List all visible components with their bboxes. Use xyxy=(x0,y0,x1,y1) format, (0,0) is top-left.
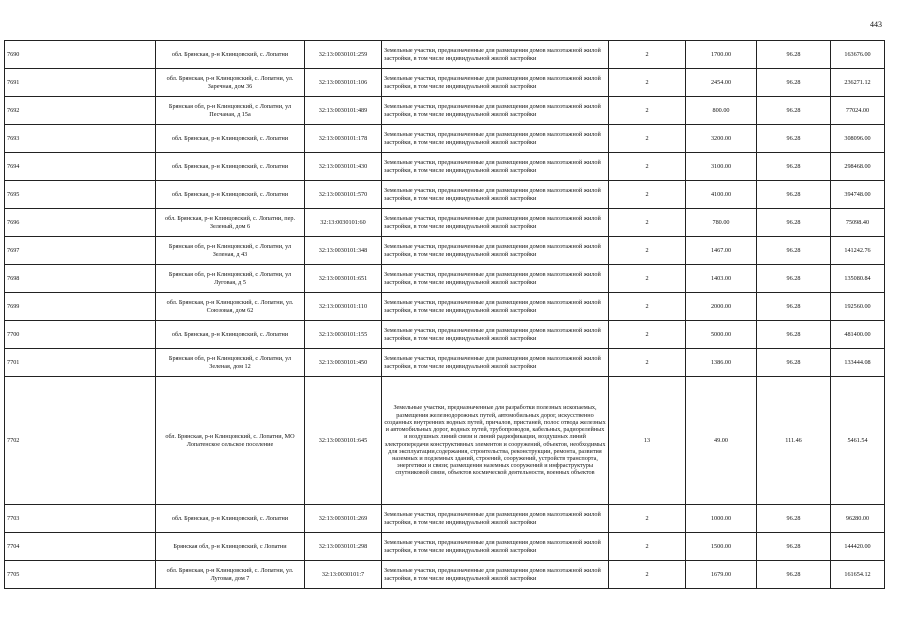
specific-value-cell: 96.28 xyxy=(757,533,831,561)
address-cell: обл. Брянская, р-н Клинцовский, с. Лопатни xyxy=(156,125,305,153)
address-cell: Брянская обл, р-н Клинцовский, с Лопатни, ул Песчаная, д 15а xyxy=(156,97,305,125)
group-cell: 2 xyxy=(609,293,686,321)
table-row xyxy=(5,377,885,505)
row-number-cell: 7691 xyxy=(5,69,156,97)
specific-value-cell: 96.28 xyxy=(757,349,831,377)
row-number-cell: 7692 xyxy=(5,97,156,125)
land-use-cell: Земельные участки, предназначенные для размещения домов малоэтажной жилой застройки, в том числе индивидуальной жилой застройки xyxy=(382,505,609,533)
specific-value-cell: 96.28 xyxy=(757,561,831,589)
cadastral-number-cell: 32:13:0030101:7 xyxy=(305,561,382,589)
area-cell: 1467.00 xyxy=(686,237,757,265)
address-cell: Брянская обл, р-н Клинцовский, с Лопатни xyxy=(156,533,305,561)
cadastral-value-cell: 161654.12 xyxy=(831,561,885,589)
area-cell: 3100.00 xyxy=(686,153,757,181)
land-use-cell: Земельные участки, предназначенные для размещения домов малоэтажной жилой застройки, в том числе индивидуальной жилой застройки xyxy=(382,561,609,589)
specific-value-cell: 96.28 xyxy=(757,97,831,125)
cadastral-number-cell: 32:13:0030101:450 xyxy=(305,349,382,377)
row-number-cell: 7702 xyxy=(5,377,156,505)
cadastral-value-cell: 192560.00 xyxy=(831,293,885,321)
table-body xyxy=(5,41,885,589)
row-number-cell: 7694 xyxy=(5,153,156,181)
row-number-cell: 7698 xyxy=(5,265,156,293)
land-use-cell: Земельные участки, предназначенные для размещения домов малоэтажной жилой застройки, в том числе индивидуальной жилой застройки xyxy=(382,349,609,377)
group-cell: 2 xyxy=(609,237,686,265)
address-cell: обл. Брянская, р-н Клинцовский, с. Лопатни, ул. Луговая, дом 7 xyxy=(156,561,305,589)
address-cell: обл. Брянская, р-н Клинцовский, с. Лопатни, МО Лопатенское сельское поселение xyxy=(156,377,305,505)
area-cell: 1700.00 xyxy=(686,41,757,69)
table-row xyxy=(5,69,885,97)
cadastral-number-cell: 32:13:0030101:259 xyxy=(305,41,382,69)
row-number-cell: 7690 xyxy=(5,41,156,69)
cadastral-number-cell: 32:13:0030101:645 xyxy=(305,377,382,505)
table-row xyxy=(5,561,885,589)
row-number-cell: 7701 xyxy=(5,349,156,377)
address-cell: обл. Брянская, р-н Клинцовский, с. Лопатни, ул. Союзовая, дом 62 xyxy=(156,293,305,321)
group-cell: 2 xyxy=(609,69,686,97)
cadastral-number-cell: 32:13:0030101:60 xyxy=(305,209,382,237)
area-cell: 1500.00 xyxy=(686,533,757,561)
row-number-cell: 7695 xyxy=(5,181,156,209)
land-use-cell: Земельные участки, предназначенные для размещения домов малоэтажной жилой застройки, в том числе индивидуальной жилой застройки xyxy=(382,209,609,237)
table-row xyxy=(5,153,885,181)
table-row xyxy=(5,209,885,237)
specific-value-cell: 96.28 xyxy=(757,265,831,293)
table-row xyxy=(5,97,885,125)
address-cell: обл. Брянская, р-н Клинцовский, с. Лопатни xyxy=(156,505,305,533)
land-use-cell: Земельные участки, предназначенные для размещения домов малоэтажной жилой застройки, в том числе индивидуальной жилой застройки xyxy=(382,265,609,293)
address-cell: обл. Брянская, р-н Клинцовский, с. Лопатни xyxy=(156,321,305,349)
cadastral-value-cell: 308096.00 xyxy=(831,125,885,153)
row-number-cell: 7703 xyxy=(5,505,156,533)
specific-value-cell: 96.28 xyxy=(757,505,831,533)
area-cell: 1386.00 xyxy=(686,349,757,377)
cadastral-value-cell: 236271.12 xyxy=(831,69,885,97)
cadastral-value-cell: 163676.00 xyxy=(831,41,885,69)
group-cell: 2 xyxy=(609,125,686,153)
row-number-cell: 7696 xyxy=(5,209,156,237)
cadastral-number-cell: 32:13:0030101:110 xyxy=(305,293,382,321)
cadastral-number-cell: 32:13:0030101:430 xyxy=(305,153,382,181)
land-use-cell: Земельные участки, предназначенные для разработки полезных ископаемых, размещения железнодорожных путей, автомобильных дорог, искусственно созданных внутренних водных путей, причалов, пристаней, полос отвода железных и автомобильных дорог, водных путей, трубопроводов, кабельных, радиорелейных и воздушных линий связи и линий радиофикации, воздушных линий электропередачи конструктивных элементов и сооружений, объектов, необходимых для эксплуатации,содержания, строительства, реконструкции, ремонта, развития наземных и подземных зданий, строений, сооружений, устройств транспорта, энергетики и связи; размещения наземных сооружений и инфраструктуры спутниковой связи, объектов космической деятельности, военных объектов xyxy=(382,377,609,505)
land-use-cell: Земельные участки, предназначенные для размещения домов малоэтажной жилой застройки, в том числе индивидуальной жилой застройки xyxy=(382,125,609,153)
group-cell: 2 xyxy=(609,321,686,349)
group-cell: 2 xyxy=(609,41,686,69)
land-use-cell: Земельные участки, предназначенные для размещения домов малоэтажной жилой застройки, в том числе индивидуальной жилой застройки xyxy=(382,533,609,561)
group-cell: 2 xyxy=(609,561,686,589)
table-row xyxy=(5,293,885,321)
area-cell: 1000.00 xyxy=(686,505,757,533)
cadastral-value-table xyxy=(4,40,885,589)
table-row xyxy=(5,321,885,349)
address-cell: Брянская обл, р-н Клинцовский, с Лопатни, ул Зеленая, д 43 xyxy=(156,237,305,265)
table-row xyxy=(5,181,885,209)
area-cell: 3200.00 xyxy=(686,125,757,153)
group-cell: 2 xyxy=(609,349,686,377)
specific-value-cell: 96.28 xyxy=(757,153,831,181)
area-cell: 49.00 xyxy=(686,377,757,505)
table-row xyxy=(5,125,885,153)
specific-value-cell: 96.28 xyxy=(757,209,831,237)
address-cell: обл. Брянская, р-н Клинцовский, с. Лопатни xyxy=(156,41,305,69)
address-cell: обл. Брянская, р-н Клинцовский, с. Лопатни xyxy=(156,181,305,209)
specific-value-cell: 96.28 xyxy=(757,321,831,349)
specific-value-cell: 96.28 xyxy=(757,237,831,265)
specific-value-cell: 96.28 xyxy=(757,125,831,153)
group-cell: 2 xyxy=(609,97,686,125)
group-cell: 2 xyxy=(609,181,686,209)
group-cell: 2 xyxy=(609,153,686,181)
cadastral-value-cell: 77024.00 xyxy=(831,97,885,125)
area-cell: 5000.00 xyxy=(686,321,757,349)
row-number-cell: 7697 xyxy=(5,237,156,265)
address-cell: обл. Брянская, р-н Клинцовский, с. Лопатни xyxy=(156,153,305,181)
cadastral-value-cell: 394748.00 xyxy=(831,181,885,209)
row-number-cell: 7699 xyxy=(5,293,156,321)
group-cell: 13 xyxy=(609,377,686,505)
land-use-cell: Земельные участки, предназначенные для размещения домов малоэтажной жилой застройки, в том числе индивидуальной жилой застройки xyxy=(382,41,609,69)
address-cell: обл. Брянская, р-н Клинцовский, с. Лопатни, ул. Заречная, дом 36 xyxy=(156,69,305,97)
cadastral-number-cell: 32:13:0030101:489 xyxy=(305,97,382,125)
land-use-cell: Земельные участки, предназначенные для размещения домов малоэтажной жилой застройки, в том числе индивидуальной жилой застройки xyxy=(382,237,609,265)
row-number-cell: 7700 xyxy=(5,321,156,349)
area-cell: 4100.00 xyxy=(686,181,757,209)
cadastral-number-cell: 32:13:0030101:106 xyxy=(305,69,382,97)
land-use-cell: Земельные участки, предназначенные для размещения домов малоэтажной жилой застройки, в том числе индивидуальной жилой застройки xyxy=(382,69,609,97)
specific-value-cell: 96.28 xyxy=(757,293,831,321)
cadastral-number-cell: 32:13:0030101:298 xyxy=(305,533,382,561)
land-use-cell: Земельные участки, предназначенные для размещения домов малоэтажной жилой застройки, в том числе индивидуальной жилой застройки xyxy=(382,97,609,125)
address-cell: Брянская обл, р-н Клинцовский, с Лопатни, ул Зеленая, дом 12 xyxy=(156,349,305,377)
table-row xyxy=(5,237,885,265)
cadastral-value-cell: 298468.00 xyxy=(831,153,885,181)
cadastral-number-cell: 32:13:0030101:651 xyxy=(305,265,382,293)
page-number: 443 xyxy=(870,20,882,29)
table-row xyxy=(5,505,885,533)
table-row xyxy=(5,41,885,69)
area-cell: 2000.00 xyxy=(686,293,757,321)
cadastral-value-cell: 75098.40 xyxy=(831,209,885,237)
cadastral-number-cell: 32:13:0030101:178 xyxy=(305,125,382,153)
land-use-cell: Земельные участки, предназначенные для размещения домов малоэтажной жилой застройки, в том числе индивидуальной жилой застройки xyxy=(382,321,609,349)
cadastral-value-cell: 96280.00 xyxy=(831,505,885,533)
row-number-cell: 7705 xyxy=(5,561,156,589)
address-cell: Брянская обл, р-н Клинцовский, с Лопатни, ул Луговая, д 5 xyxy=(156,265,305,293)
area-cell: 1679.00 xyxy=(686,561,757,589)
area-cell: 2454.00 xyxy=(686,69,757,97)
group-cell: 2 xyxy=(609,533,686,561)
cadastral-value-cell: 133444.08 xyxy=(831,349,885,377)
row-number-cell: 7693 xyxy=(5,125,156,153)
cadastral-number-cell: 32:13:0030101:269 xyxy=(305,505,382,533)
land-use-cell: Земельные участки, предназначенные для размещения домов малоэтажной жилой застройки, в том числе индивидуальной жилой застройки xyxy=(382,293,609,321)
area-cell: 780.00 xyxy=(686,209,757,237)
area-cell: 1403.00 xyxy=(686,265,757,293)
area-cell: 800.00 xyxy=(686,97,757,125)
land-use-cell: Земельные участки, предназначенные для размещения домов малоэтажной жилой застройки, в том числе индивидуальной жилой застройки xyxy=(382,153,609,181)
group-cell: 2 xyxy=(609,505,686,533)
land-use-cell: Земельные участки, предназначенные для размещения домов малоэтажной жилой застройки, в том числе индивидуальной жилой застройки xyxy=(382,181,609,209)
row-number-cell: 7704 xyxy=(5,533,156,561)
specific-value-cell: 96.28 xyxy=(757,69,831,97)
cadastral-number-cell: 32:13:0030101:570 xyxy=(305,181,382,209)
specific-value-cell: 96.28 xyxy=(757,41,831,69)
cadastral-number-cell: 32:13:0030101:348 xyxy=(305,237,382,265)
group-cell: 2 xyxy=(609,209,686,237)
cadastral-value-cell: 141242.76 xyxy=(831,237,885,265)
cadastral-value-cell: 144420.00 xyxy=(831,533,885,561)
cadastral-value-cell: 135080.84 xyxy=(831,265,885,293)
specific-value-cell: 96.28 xyxy=(757,181,831,209)
cadastral-value-cell: 481400.00 xyxy=(831,321,885,349)
cadastral-value-cell: 5461.54 xyxy=(831,377,885,505)
cadastral-number-cell: 32:13:0030101:155 xyxy=(305,321,382,349)
group-cell: 2 xyxy=(609,265,686,293)
specific-value-cell: 111.46 xyxy=(757,377,831,505)
address-cell: обл. Брянская, р-н Клинцовский, с. Лопатни, пер. Зеленый, дом 6 xyxy=(156,209,305,237)
table-row xyxy=(5,533,885,561)
table-row xyxy=(5,349,885,377)
table-row xyxy=(5,265,885,293)
